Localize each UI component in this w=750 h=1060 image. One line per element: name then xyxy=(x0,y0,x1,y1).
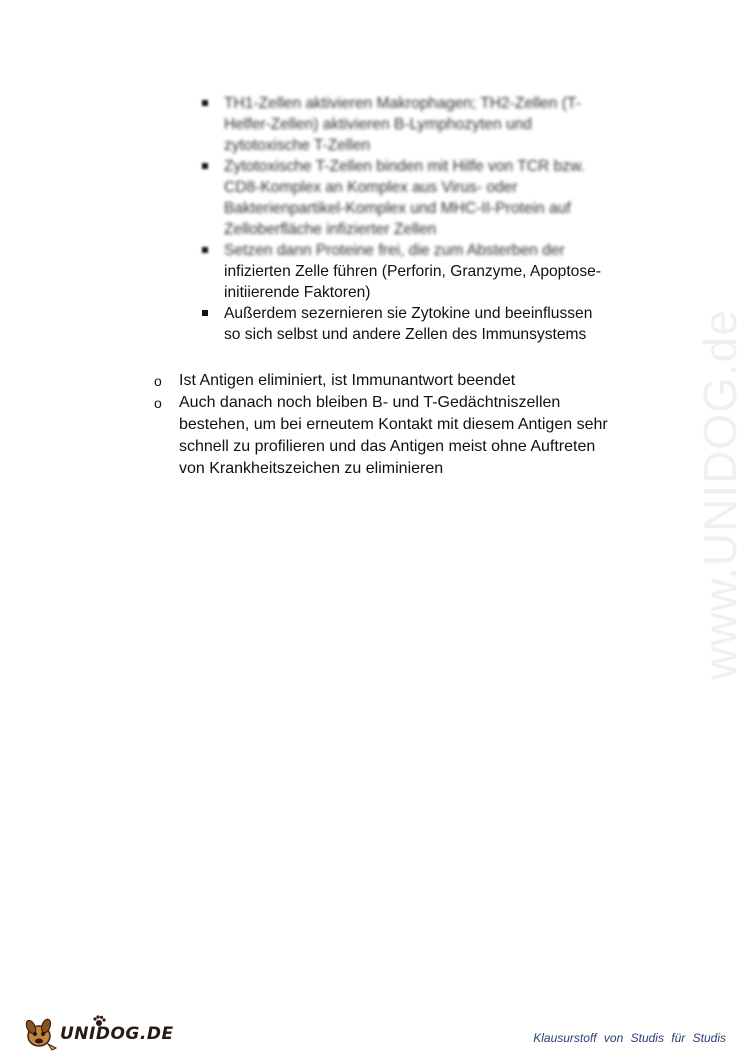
text-line: bestehen, um bei erneutem Kontakt mit diesem Antigen sehr xyxy=(179,416,608,433)
text-line: initiierende Faktoren) xyxy=(224,284,371,301)
blurred-text-line: Zytotoxische T-Zellen binden mit Hilfe von TCR bzw. xyxy=(224,158,585,175)
text-line: von Krankheitszeichen zu eliminieren xyxy=(179,460,444,477)
square-bullet-icon xyxy=(202,163,208,169)
sub-bullet-item xyxy=(200,303,640,345)
square-bullet-icon xyxy=(202,100,208,106)
unidog-logo[interactable] xyxy=(22,1014,174,1052)
text-line: schnell zu profilieren und das Antigen meist ohne Auftreten xyxy=(179,438,596,455)
sub-bullet-item xyxy=(200,93,640,156)
main-bullet-item xyxy=(154,370,664,392)
text-line: Auch danach noch bleiben B- und T-Gedächtniszellen xyxy=(179,394,561,411)
blurred-text-line: Zelloberfläche infizierter Zellen xyxy=(224,221,437,238)
main-bullet-list xyxy=(154,370,664,480)
main-bullet-item xyxy=(154,392,664,480)
square-bullet-icon xyxy=(202,310,208,316)
logo-wordmark: UNIDOG.DE xyxy=(60,1024,174,1044)
blurred-text-line: Helfer-Zellen) aktivieren B-Lymphozyten und xyxy=(224,116,532,133)
blurred-text-line: Setzen dann Proteine frei, die zum Absterben der xyxy=(224,242,565,259)
blurred-text-line: CD8-Komplex an Komplex aus Virus- oder xyxy=(224,179,518,196)
sub-bullet-list xyxy=(200,93,640,345)
text-line: Ist Antigen eliminiert, ist Immunantwort beendet xyxy=(179,372,516,389)
blurred-text-line: zytotoxische T-Zellen xyxy=(224,137,371,154)
text-line: so sich selbst und andere Zellen des Immunsystems xyxy=(224,326,587,343)
sub-bullet-item xyxy=(200,240,640,303)
square-bullet-icon xyxy=(202,247,208,253)
circle-bullet-icon: o xyxy=(154,373,162,389)
footer-tagline: Klausurstoff von Studis für Studis xyxy=(533,1031,726,1045)
watermark-text: www.UNIDOG.de xyxy=(694,309,746,680)
dog-mascot-icon xyxy=(22,1014,62,1052)
sub-bullet-item xyxy=(200,156,640,240)
text-line: infizierten Zelle führen (Perforin, Granzyme, Apoptose- xyxy=(224,263,602,280)
blurred-text-line: Bakterienpartikel-Komplex und MHC-II-Protein auf xyxy=(224,200,571,217)
blurred-text-line: TH1-Zellen aktivieren Makrophagen; TH2-Zellen (T- xyxy=(224,95,581,112)
text-line: Außerdem sezernieren sie Zytokine und beeinflussen xyxy=(224,305,593,322)
circle-bullet-icon: o xyxy=(154,395,162,411)
